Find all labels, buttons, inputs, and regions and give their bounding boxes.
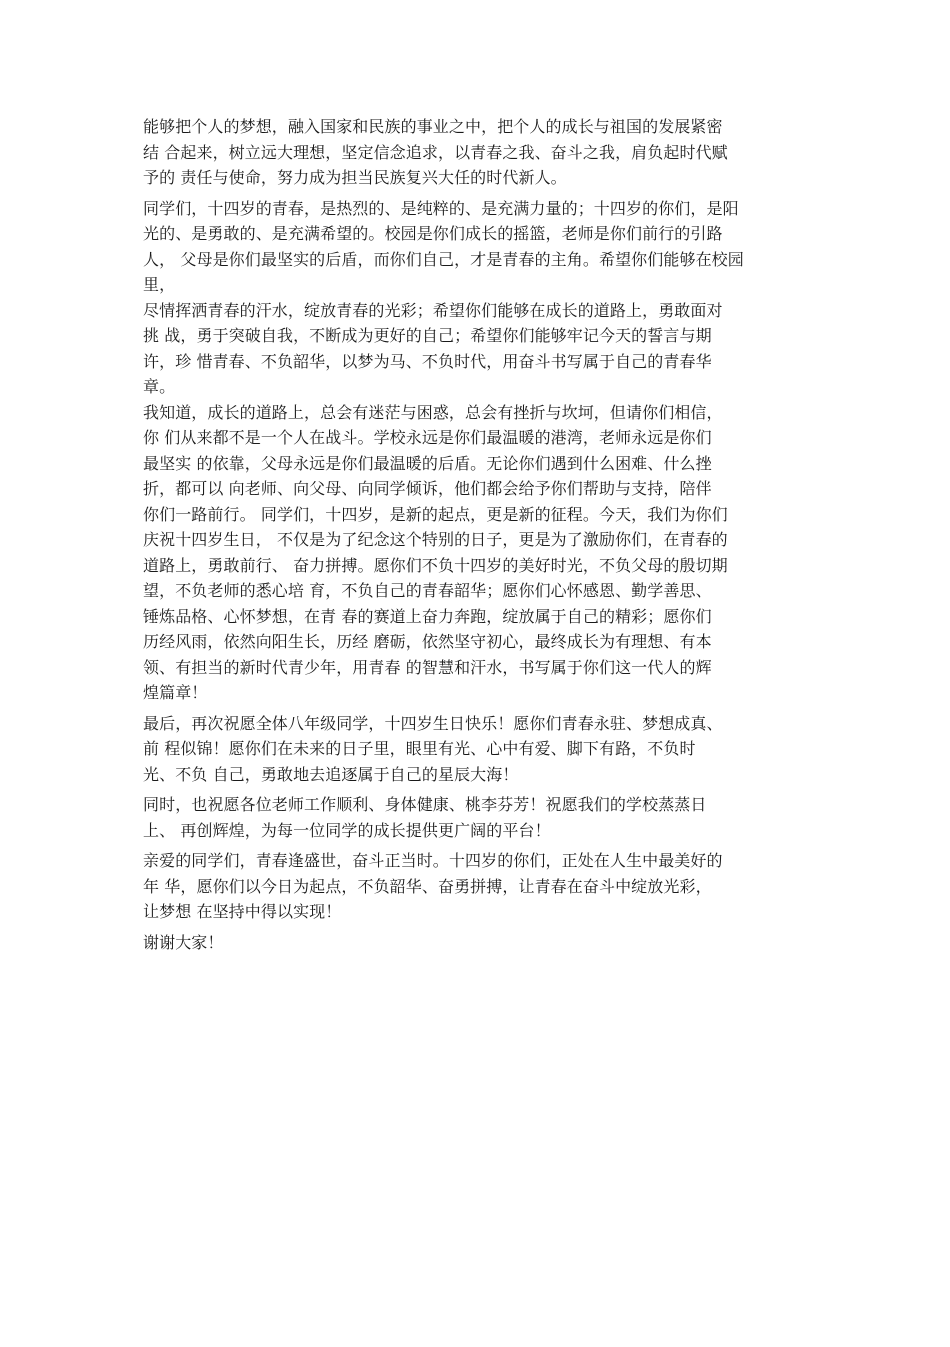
- paragraph-4: [143, 792, 805, 843]
- text-line: 同学们，十四岁的青春，是热烈的、是纯粹的、是充满力量的；十四岁的你们，是阳: [143, 198, 739, 218]
- text-line: 道路上，勇敢前行、 奋力拼搏。愿你们不负十四岁的美好时光，不负父母的殷切期: [143, 555, 728, 575]
- text-line: 最坚实 的依靠，父母永远是你们最温暖的后盾。无论你们遇到什么困难、什么挫: [143, 453, 712, 473]
- text-line: 能够把个人的梦想，融入国家和民族的事业之中，把个人的成长与祖国的发展紧密: [143, 117, 723, 136]
- text-line: 章。: [143, 377, 176, 396]
- text-line: 予的 责任与使命，努力成为担当民族复兴大任的时代新人。: [143, 168, 567, 187]
- text-line: 最后，再次祝愿全体八年级同学，十四岁生日快乐！愿你们青春永驻、梦想成真、: [143, 713, 723, 733]
- text-line: 锤炼品格、心怀梦想，在青 春的赛道上奋力奔跑，绽放属于自己的精彩；愿你们: [143, 606, 712, 626]
- paragraph-3: [143, 711, 805, 788]
- text-line: 年 华，愿你们以今日为起点，不负韶华、奋勇拼搏，让青春在奋斗中绽放光彩，: [143, 876, 712, 896]
- text-line: 你们一路前行。 同学们，十四岁，是新的起点，更是新的征程。今天，我们为你们: [143, 504, 728, 524]
- paragraph-closing: [143, 930, 805, 956]
- text-line: 尽情挥洒青春的汗水，绽放青春的光彩；希望你们能够在成长的道路上，勇敢面对: [143, 300, 723, 320]
- text-line: 领、有担当的新时代青少年，用青春 的智慧和汗水，书写属于你们这一代人的辉: [143, 657, 712, 677]
- text-line: 煌篇章！: [143, 683, 208, 702]
- text-line: 结 合起来，树立远大理想，坚定信念追求，以青春之我、奋斗之我，肩负起时代赋: [143, 142, 728, 162]
- text-line: 人， 父母是你们最坚实的后盾，而你们自己，才是青春的主角。希望你们能够在校园: [143, 249, 744, 269]
- text-line: 折，都可以 向老师、向父母、向同学倾诉，他们都会给予你们帮助与支持，陪伴: [143, 479, 712, 498]
- paragraph-1: [143, 114, 805, 191]
- text-line: 光、不负 自己，勇敢地去追逐属于自己的星辰大海！: [143, 764, 519, 784]
- text-line: 里，: [143, 275, 176, 294]
- text-line: 庆祝十四岁生日， 不仅是为了纪念这个特别的日子，更是为了激励你们，在青春的: [143, 530, 728, 549]
- text-line: 历经风雨，依然向阳生长，历经 磨砺，依然坚守初心，最终成长为有理想、有本: [143, 632, 712, 651]
- text-line: 同时，也祝愿各位老师工作顺利、身体健康、桃李芬芳！祝愿我们的学校蒸蒸日: [143, 795, 707, 814]
- paragraph-5: [143, 848, 805, 925]
- text-line: 谢谢大家！: [143, 932, 224, 952]
- text-line: 亲爱的同学们，青春逢盛世，奋斗正当时。十四岁的你们，正处在人生中最美好的: [143, 851, 723, 870]
- text-line: 望，不负老师的悉心培 育，不负自己的青春韶华；愿你们心怀感恩、勤学善思、: [143, 581, 712, 600]
- text-line: 你 们从来都不是一个人在战斗。学校永远是你们最温暖的港湾，老师永远是你们: [143, 428, 712, 447]
- text-line: 我知道，成长的道路上，总会有迷茫与困惑，总会有挫折与坎坷，但请你们相信，: [143, 402, 723, 422]
- text-line: 前 程似锦！愿你们在未来的日子里，眼里有光、心中有爱、脚下有路，不负时: [143, 739, 696, 758]
- text-line: 让梦想 在坚持中得以实现！: [143, 902, 342, 921]
- text-line: 许，珍 惜青春、不负韶华，以梦为马、不负时代，用奋斗书写属于自己的青春华: [143, 351, 712, 371]
- document-body: [143, 114, 805, 955]
- text-line: 上、 再创辉煌，为每一位同学的成长提供更广阔的平台！: [143, 820, 551, 840]
- text-line: 光的、是勇敢的、是充满希望的。校园是你们成长的摇篮，老师是你们前行的引路: [143, 224, 723, 243]
- paragraph-2: [143, 196, 805, 706]
- text-line: 挑 战，勇于突破自我，不断成为更好的自己；希望你们能够牢记今天的誓言与期: [143, 326, 712, 345]
